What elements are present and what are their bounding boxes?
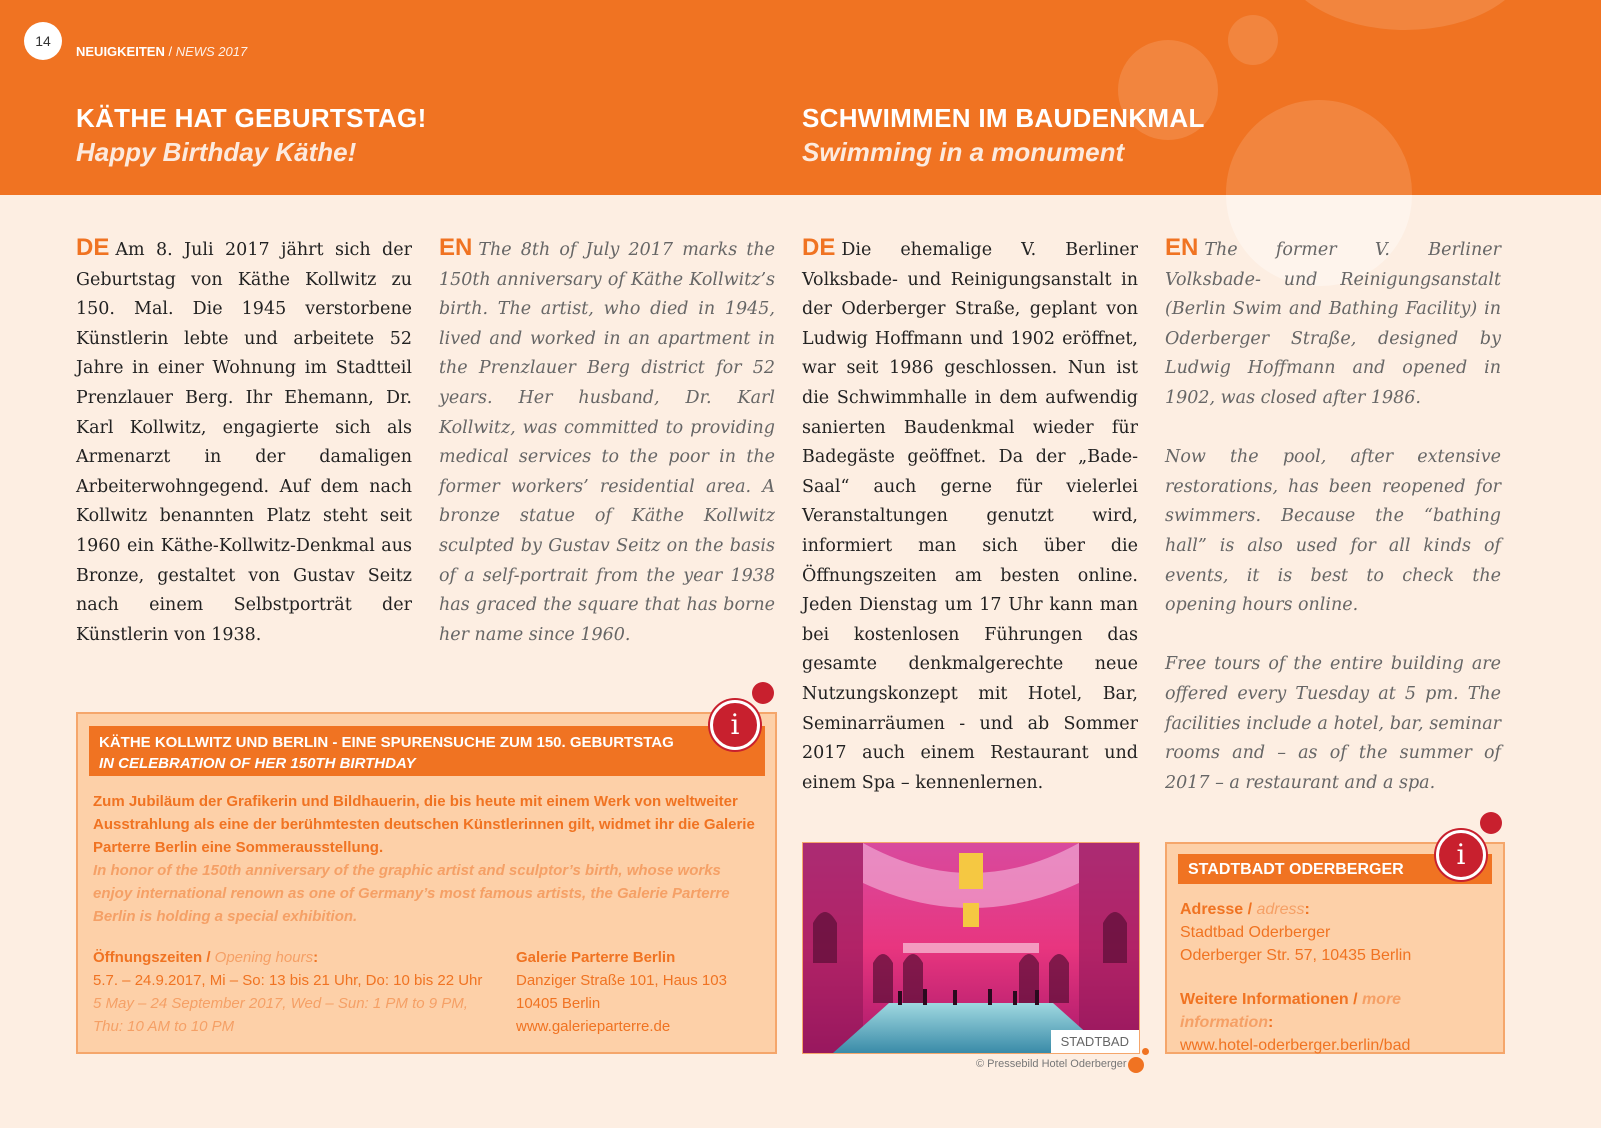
decor-dot [1128,1057,1144,1073]
infobox-title-bar [89,726,765,776]
photo-tag: STADTBAD [1051,1030,1139,1053]
address-label [1180,898,1490,921]
venue-street: Danziger Straße 101, Haus 103 [516,972,727,989]
article1-en-column [439,233,775,650]
article2-en-p3: Free tours of the entire building are offered every Tuesday at 5 pm. The facilities include a hotel, bar, seminar rooms and – as of the summer of 2017 – a restaurant and a spa. [1165,654,1501,793]
stadtbad-address [1180,898,1490,1057]
address-label-en: adress [1256,901,1305,918]
article2-de-column [802,233,1138,798]
article2-title-de: SCHWIMMEN IM BAUDENKMAL [802,103,1205,133]
decor-bubble [1280,0,1530,30]
article2-en-p2: Now the pool, after extensive restorations, has been reopened for swimmers. Because the “bathing hall” is also used for all kinds of events, it is best to check the opening hours online. [1165,447,1501,616]
lang-label-en: EN [439,234,473,261]
address-label-de: Adresse / [1180,901,1257,918]
hours-label-en: Opening hours [214,949,314,966]
article1-title-de: KÄTHE HAT GEBURTSTAG! [76,103,427,133]
decor-dot [1142,1048,1149,1055]
article2-en-column [1165,233,1501,828]
more-info-label [1180,988,1490,1034]
article2-title-en: Swimming in a monument [802,137,1125,167]
hours-en-1: 5 May – 24 September 2017, Wed – Sun: 1 PM to 9 PM, [93,995,468,1012]
article1-title-en: Happy Birthday Käthe! [76,137,357,167]
pool-hall-illustration [803,843,1139,1053]
infobox-title-en: IN CELEBRATION OF HER 150TH BIRTHDAY [99,755,416,772]
hours-label-de: Öffnungszeiten / [93,949,215,966]
section-de: NEUIGKEITEN [76,44,165,59]
stadtbad-photo [802,842,1140,1054]
article1-infobox [76,712,777,1054]
article1-headline [76,102,427,170]
venue-web-link[interactable]: www.galerieparterre.de [516,1018,671,1035]
lang-label-de: DE [76,234,110,261]
hours-label [93,946,503,969]
article2-headline [802,102,1205,170]
info-icon: i [1436,830,1486,880]
header-band [0,0,1601,195]
more-info-label-en: more information [1180,991,1402,1031]
info-dot [1480,812,1502,834]
venue-address [516,946,766,1038]
photo-credit: © Pressebild Hotel Oderberger [976,1058,1127,1070]
lang-label-de: DE [802,234,836,261]
more-info-link[interactable]: www.hotel-oderberger.berlin/bad [1180,1037,1411,1054]
hours-colon: : [313,949,319,966]
lang-label-en: EN [1165,234,1199,261]
venue-city: 10405 Berlin [516,995,601,1012]
section-tag [76,44,247,59]
decor-bubble [1226,100,1412,195]
more-info-colon: : [1268,1014,1274,1031]
infobox-intro-en: In honor of the 150th anniversary of the graphic artist and sculptor’s birth, whose works enjoy international renown as one of Germany’s most famous artists, the Galerie Parterre Berlin is holding a special exhibition. [93,862,730,925]
decor-bubble [1228,15,1278,65]
hours-de: 5.7. – 24.9.2017, Mi – So: 13 bis 21 Uhr, Do: 10 bis 22 Uhr [93,972,483,989]
info-icon: i [710,700,760,750]
article1-en-text: The 8th of July 2017 marks the 150th anniversary of Käthe Kollwitz’s birth. The artist, who died in 1945, lived and worked in an apartment in the Prenzlauer Berg district for 52 years. Her husband, Dr. Karl Kollwitz, was committed to providing medical services to the poor in the former workers’ residential area. A bronze statue of Käthe Kollwitz sculpted by Gustav Seitz on the basis of a self-portrait from the year 1938 has graced the square that has borne her name since 1960. [439,240,775,645]
address-line-2: Oderberger Str. 57, 10435 Berlin [1180,947,1412,964]
article1-de-text: Am 8. Juli 2017 jährt sich der Geburtstag von Käthe Kollwitz zu 150. Mal. Die 1945 verstorbene Künstlerin lebte und arbeitete 52 Jahre in einer Wohnung im Stadtteil Prenzlauer Berg. Ihr Ehemann, Dr. Karl Kollwitz, engagierte sich als Armenarzt in der damaligen Arbeiterwohngegend. Auf dem nach Kollwitz benannten Platz steht seit 1960 ein Käthe-Kollwitz-Denkmal aus Bronze, gestaltet von Gustav Seitz nach einem Selbstporträt der Künstlerin von 1938. [76,240,412,645]
address-line-1: Stadtbad Oderberger [1180,924,1331,941]
opening-hours [93,946,503,1038]
infobox-title-de: KÄTHE KOLLWITZ UND BERLIN - EINE SPURENSUCHE ZUM 150. GEBURTSTAG [99,734,674,751]
page-number: 14 [24,22,62,60]
venue-name: Galerie Parterre Berlin [516,949,676,966]
address-colon: : [1304,901,1310,918]
infobox-intro-de: Zum Jubiläum der Grafikerin und Bildhauerin, die bis heute mit einem Werk von weltweiter Ausstrahlung als eine der berühmtesten deutschen Künstlerinnen gilt, widmet ihr die Galerie Parterre Berlin eine Sommerausstellung. [93,793,755,856]
info-dot [752,682,774,704]
more-info-label-de: Weitere Informationen / [1180,991,1362,1008]
section-en: NEWS 2017 [175,44,248,59]
article1-de-column [76,233,412,650]
section-sep: / [164,44,176,59]
hours-en-2: Thu: 10 AM to 10 PM [93,1018,235,1035]
infobox-title-bar: STADTBADT ODERBERGER [1178,854,1492,884]
article2-en-p1: The former V. Berliner Volksbade- und Reinigungsanstalt (Berlin Swim and Bathing Facility) in Oderberger Straße, designed by Ludwig Hoffmann and opened in 1902, was closed after 1986. [1165,240,1501,408]
article2-de-text: Die ehemalige V. Berliner Volksbade- und Reinigungsanstalt in der Oderberger Straße, geplant von Ludwig Hoffmann und 1902 eröffnet, war seit 1986 geschlossen. Nun ist die Schwimmhalle in dem aufwendig sanierten Baudenkmal wieder für Badegäste geöffnet. Da der „Bade-Saal“ auch gerne für vielerlei Veranstaltungen genutzt wird, informiert man sich über die Öffnungszeiten am besten online. Jeden Dienstag um 17 Uhr kann man bei kostenlosen Führungen das gesamte denkmalgerechte neue Nutzungskonzept mit Hotel, Bar, Seminarräumen - und ab Sommer 2017 auch einem Restaurant und einem Spa – kennenlernen. [802,240,1138,793]
